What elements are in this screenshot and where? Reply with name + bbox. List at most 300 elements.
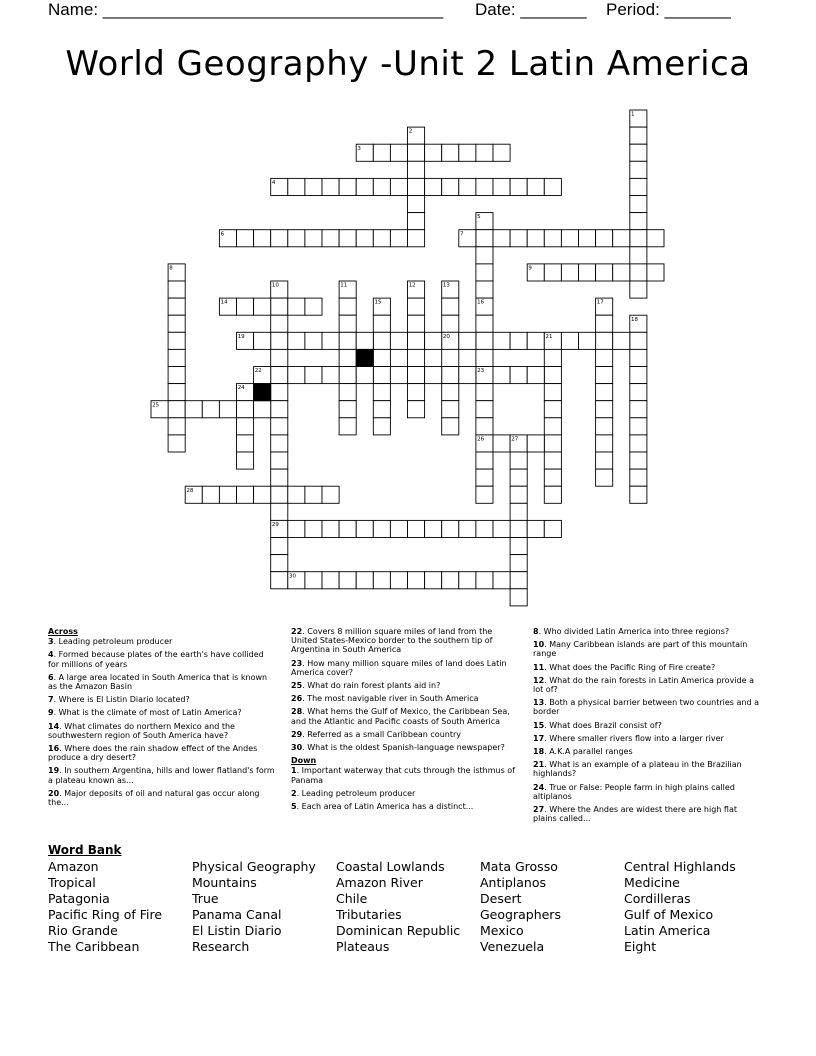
grid-cell[interactable] (322, 520, 339, 537)
grid-cell[interactable] (476, 486, 493, 503)
grid-cell[interactable] (202, 486, 219, 503)
grid-cell[interactable] (527, 332, 544, 349)
grid-cell[interactable] (168, 298, 185, 315)
grid-cell[interactable] (459, 520, 476, 537)
clue-8 (533, 627, 763, 636)
grid-cell[interactable] (305, 572, 322, 589)
grid-cell[interactable] (630, 213, 647, 230)
grid-cell[interactable] (356, 367, 373, 384)
grid-cell[interactable] (510, 589, 527, 606)
grid-cell[interactable] (442, 178, 459, 195)
grid-cell[interactable] (408, 144, 425, 161)
grid-cell[interactable] (544, 230, 561, 247)
grid-cell[interactable] (459, 144, 476, 161)
grid-cell[interactable] (254, 486, 271, 503)
grid-cell[interactable] (442, 401, 459, 418)
grid-cell[interactable] (579, 230, 596, 247)
grid-cell[interactable] (630, 230, 647, 247)
grid-cell[interactable] (476, 384, 493, 401)
grid-cell[interactable] (168, 281, 185, 298)
grid-cell[interactable] (271, 230, 288, 247)
grid-cell[interactable] (425, 178, 442, 195)
grid-cell[interactable] (288, 298, 305, 315)
grid-cell[interactable] (630, 178, 647, 195)
word-bank-word: El Listin Diario (192, 923, 282, 938)
grid-cell[interactable] (271, 452, 288, 469)
clue-9 (48, 708, 276, 717)
grid-cell[interactable] (408, 178, 425, 195)
grid-cell[interactable] (237, 298, 254, 315)
grid-cell[interactable] (356, 572, 373, 589)
grid-cell[interactable] (442, 144, 459, 161)
grid-cell[interactable] (185, 401, 202, 418)
grid-cell[interactable] (476, 418, 493, 435)
grid-cell[interactable] (339, 298, 356, 315)
grid-cell[interactable] (373, 401, 390, 418)
grid-cell[interactable] (510, 178, 527, 195)
grid-cell[interactable] (339, 418, 356, 435)
grid-cell[interactable] (339, 230, 356, 247)
grid-cell[interactable] (322, 572, 339, 589)
grid-cell[interactable] (408, 572, 425, 589)
grid-cell[interactable] (390, 520, 407, 537)
grid-cell[interactable] (630, 127, 647, 144)
grid-cell[interactable] (219, 401, 236, 418)
clue-4 (48, 650, 276, 668)
grid-cell[interactable] (408, 349, 425, 366)
grid-cell[interactable] (596, 332, 613, 349)
grid-cell[interactable] (408, 230, 425, 247)
grid-cell[interactable] (647, 264, 664, 281)
word-bank-word: Eight (624, 939, 657, 954)
grid-cell[interactable] (596, 418, 613, 435)
grid-cell[interactable] (339, 401, 356, 418)
grid-cell[interactable] (544, 264, 561, 281)
grid-cell[interactable] (271, 367, 288, 384)
grid-cell[interactable] (476, 281, 493, 298)
grid-cell[interactable] (271, 555, 288, 572)
grid-cell[interactable] (476, 247, 493, 264)
grid-cell[interactable] (339, 332, 356, 349)
grid-cell[interactable] (544, 418, 561, 435)
grid-cell[interactable] (168, 435, 185, 452)
grid-cell[interactable] (339, 572, 356, 589)
grid-cell[interactable] (613, 332, 630, 349)
grid-cell[interactable] (271, 503, 288, 520)
grid-cell[interactable] (390, 178, 407, 195)
grid-cell[interactable] (288, 332, 305, 349)
word-bank-word: Venezuela (480, 939, 545, 954)
grid-cell[interactable] (322, 332, 339, 349)
word-bank-word: Latin America (624, 923, 711, 938)
grid-cell[interactable] (442, 315, 459, 332)
grid-cell[interactable] (168, 332, 185, 349)
grid-cell[interactable] (510, 367, 527, 384)
grid-cell[interactable] (168, 401, 185, 418)
word-bank-word: Cordilleras (624, 891, 691, 906)
cell-number: 22 (254, 368, 262, 375)
grid-cell[interactable] (544, 367, 561, 384)
grid-cell[interactable] (630, 264, 647, 281)
clue-text: . Leading petroleum producer (53, 637, 173, 647)
grid-cell[interactable] (288, 486, 305, 503)
clue-text: . Who divided Latin America into three regions? (538, 627, 730, 636)
grid-cell[interactable] (339, 315, 356, 332)
grid-cell[interactable] (596, 230, 613, 247)
grid-cell[interactable] (459, 572, 476, 589)
grid-cell[interactable] (510, 452, 527, 469)
grid-cell[interactable] (288, 230, 305, 247)
grid-cell[interactable] (305, 520, 322, 537)
clue-14 (48, 722, 276, 740)
grid-cell[interactable] (408, 315, 425, 332)
grid-cell[interactable] (630, 401, 647, 418)
grid-cell[interactable] (219, 486, 236, 503)
grid-cell[interactable] (544, 401, 561, 418)
grid-cell[interactable] (596, 452, 613, 469)
grid-cell[interactable] (544, 469, 561, 486)
grid-cell[interactable] (476, 572, 493, 589)
grid-cell[interactable] (442, 520, 459, 537)
across-heading: Across (48, 627, 78, 636)
clue-number: 24 (533, 782, 545, 792)
grid-cell[interactable] (596, 469, 613, 486)
grid-cell[interactable] (630, 452, 647, 469)
grid-cell[interactable] (579, 332, 596, 349)
grid-cell[interactable] (442, 418, 459, 435)
grid-cell[interactable] (356, 520, 373, 537)
grid-cell[interactable] (271, 418, 288, 435)
grid-cell[interactable] (493, 178, 510, 195)
grid-cell[interactable] (476, 264, 493, 281)
grid-cell[interactable] (339, 349, 356, 366)
grid-cell[interactable] (168, 349, 185, 366)
word-bank-word: Medicine (624, 875, 680, 890)
word-bank-word: Dominican Republic (336, 923, 461, 938)
grid-cell[interactable] (408, 520, 425, 537)
grid-cell[interactable] (630, 486, 647, 503)
grid-cell[interactable] (237, 401, 254, 418)
clue-text: . What do the rain forests in Latin America provide a lot of? (533, 675, 754, 695)
grid-cell[interactable] (305, 178, 322, 195)
grid-cell[interactable] (544, 486, 561, 503)
grid-cell[interactable] (476, 332, 493, 349)
grid-cell[interactable] (271, 435, 288, 452)
grid-cell[interactable] (271, 486, 288, 503)
grid-cell[interactable] (596, 367, 613, 384)
grid-cell[interactable] (561, 230, 578, 247)
grid-cell[interactable] (408, 196, 425, 213)
cell-number: 12 (408, 282, 416, 289)
grid-cell[interactable] (339, 178, 356, 195)
clue-number: 25 (291, 681, 303, 691)
word-bank-word: Coastal Lowlands (336, 859, 445, 874)
grid-cell[interactable] (322, 230, 339, 247)
grid-cell[interactable] (630, 144, 647, 161)
grid-cell[interactable] (390, 144, 407, 161)
grid-cell[interactable] (596, 349, 613, 366)
word-bank-word: Panama Canal (192, 907, 282, 922)
grid-cell[interactable] (356, 178, 373, 195)
grid-cell[interactable] (510, 520, 527, 537)
word-bank-word: Patagonia (48, 891, 110, 906)
grid-cell[interactable] (390, 572, 407, 589)
grid-cell[interactable] (168, 384, 185, 401)
grid-cell[interactable] (254, 230, 271, 247)
grid-cell[interactable] (459, 367, 476, 384)
grid-cell[interactable] (373, 572, 390, 589)
grid-cell[interactable] (630, 247, 647, 264)
grid-cell[interactable] (493, 144, 510, 161)
clue-number: 22 (291, 627, 303, 636)
grid-cell[interactable] (510, 503, 527, 520)
grid-cell[interactable] (168, 315, 185, 332)
clue-text: . What is an example of a plateau in the Brazilian highlands? (533, 760, 742, 779)
grid-cell[interactable] (288, 367, 305, 384)
word-bank-word: Mountains (192, 875, 257, 890)
grid-cell[interactable] (510, 230, 527, 247)
grid-cell[interactable] (630, 435, 647, 452)
grid-cell[interactable] (476, 230, 493, 247)
grid-cell[interactable] (408, 384, 425, 401)
grid-cell[interactable] (356, 332, 373, 349)
grid-cell[interactable] (288, 520, 305, 537)
grid-cell[interactable] (271, 298, 288, 315)
grid-cell[interactable] (408, 401, 425, 418)
grid-cell[interactable] (271, 572, 288, 589)
grid-cell[interactable] (322, 367, 339, 384)
grid-cell[interactable] (510, 555, 527, 572)
grid-cell[interactable] (408, 213, 425, 230)
grid-cell[interactable] (596, 401, 613, 418)
grid-cell[interactable] (237, 230, 254, 247)
grid-cell[interactable] (254, 298, 271, 315)
grid-cell[interactable] (305, 230, 322, 247)
word-bank-word: True (192, 891, 219, 906)
grid-cell[interactable] (630, 161, 647, 178)
grid-cell[interactable] (425, 332, 442, 349)
word-bank-word: Central Highlands (624, 859, 736, 874)
grid-cell[interactable] (493, 520, 510, 537)
grid-cell[interactable] (373, 520, 390, 537)
grid-cell[interactable] (202, 401, 219, 418)
grid-cell[interactable] (339, 384, 356, 401)
grid-cell[interactable] (527, 435, 544, 452)
word-bank-column (48, 859, 192, 955)
grid-cell[interactable] (305, 367, 322, 384)
grid-cell[interactable] (476, 452, 493, 469)
grid-cell[interactable] (271, 315, 288, 332)
grid-cell[interactable] (630, 281, 647, 298)
cell-number: 9 (528, 265, 532, 272)
word-bank-word: Gulf of Mexico (624, 907, 714, 922)
grid-cell[interactable] (596, 384, 613, 401)
word-bank-word: Research (192, 939, 250, 954)
grid-cell[interactable] (305, 332, 322, 349)
grid-cell[interactable] (288, 178, 305, 195)
grid-cell[interactable] (168, 367, 185, 384)
grid-cell[interactable] (271, 332, 288, 349)
grid-cell[interactable] (390, 367, 407, 384)
grid-cell[interactable] (510, 538, 527, 555)
clue-number: 12 (533, 675, 545, 685)
grid-cell[interactable] (459, 178, 476, 195)
grid-cell[interactable] (271, 469, 288, 486)
grid-cell[interactable] (493, 367, 510, 384)
clue-5 (291, 802, 519, 811)
grid-cell[interactable] (408, 332, 425, 349)
grid-cell[interactable] (476, 520, 493, 537)
clue-number: 29 (291, 729, 303, 739)
grid-cell[interactable] (408, 367, 425, 384)
clue-3 (48, 637, 276, 646)
grid-cell[interactable] (408, 298, 425, 315)
grid-cell[interactable] (510, 332, 527, 349)
grid-cell[interactable] (510, 486, 527, 503)
word-bank-column (336, 859, 480, 955)
grid-cell[interactable] (322, 486, 339, 503)
grid-cell[interactable] (630, 332, 647, 349)
cell-number: 26 (477, 436, 485, 443)
clue-number: 15 (533, 720, 545, 730)
grid-cell[interactable] (493, 435, 510, 452)
clue-number: 14 (48, 721, 60, 731)
grid-cell[interactable] (442, 349, 459, 366)
clue-text: . Formed because plates of the earth's have collided for millions of years (48, 650, 264, 669)
clue-number: 27 (533, 805, 545, 815)
grid-cell[interactable] (168, 418, 185, 435)
grid-cell[interactable] (527, 520, 544, 537)
clue-number: 16 (48, 744, 60, 754)
grid-cell[interactable] (630, 349, 647, 366)
grid-cell[interactable] (425, 367, 442, 384)
grid-cell[interactable] (510, 469, 527, 486)
word-bank-word: Chile (336, 891, 368, 906)
grid-cell[interactable] (647, 230, 664, 247)
grid-cell[interactable] (579, 264, 596, 281)
grid-cell[interactable] (373, 315, 390, 332)
grid-cell[interactable] (613, 230, 630, 247)
grid-cell[interactable] (442, 572, 459, 589)
grid-cell[interactable] (373, 144, 390, 161)
grid-cell[interactable] (544, 452, 561, 469)
grid-cell[interactable] (561, 332, 578, 349)
cell-number: 13 (442, 282, 450, 289)
clue-number: 26 (291, 694, 303, 704)
grid-cell[interactable] (544, 178, 561, 195)
grid-cell[interactable] (527, 367, 544, 384)
grid-cell[interactable] (425, 144, 442, 161)
clue-text: . What does the Pacific Ring of Fire create? (544, 662, 716, 672)
grid-cell[interactable] (390, 230, 407, 247)
grid-cell[interactable] (493, 572, 510, 589)
clue-column-3 (533, 627, 763, 827)
grid-cell[interactable] (442, 367, 459, 384)
grid-cell[interactable] (527, 230, 544, 247)
grid-cell[interactable] (510, 572, 527, 589)
grid-cell[interactable] (527, 178, 544, 195)
grid-cell[interactable] (390, 332, 407, 349)
grid-cell[interactable] (356, 230, 373, 247)
grid-cell[interactable] (339, 367, 356, 384)
grid-cell[interactable] (237, 452, 254, 469)
grid-cell[interactable] (476, 401, 493, 418)
grid-cell[interactable] (373, 367, 390, 384)
grid-cell[interactable] (237, 486, 254, 503)
grid-cell[interactable] (254, 401, 271, 418)
grid-cell[interactable] (544, 384, 561, 401)
grid-cell[interactable] (373, 349, 390, 366)
grid-cell[interactable] (476, 469, 493, 486)
grid-cell[interactable] (442, 298, 459, 315)
name-field-label: Name: ____________________________________ (48, 0, 444, 19)
grid-cell[interactable] (630, 384, 647, 401)
grid-cell[interactable] (254, 332, 271, 349)
clue-29 (291, 730, 519, 739)
grid-cell[interactable] (237, 418, 254, 435)
word-bank-word: Tributaries (336, 907, 402, 922)
grid-cell[interactable] (544, 435, 561, 452)
grid-cell[interactable] (596, 264, 613, 281)
grid-cell[interactable] (630, 469, 647, 486)
grid-cell[interactable] (561, 264, 578, 281)
grid-cell[interactable] (271, 538, 288, 555)
word-bank-title: Word Bank (48, 843, 122, 857)
grid-cell[interactable] (305, 298, 322, 315)
grid-cell[interactable] (476, 315, 493, 332)
grid-cell[interactable] (630, 196, 647, 213)
grid-cell[interactable] (373, 332, 390, 349)
grid-cell[interactable] (493, 332, 510, 349)
clue-12 (533, 676, 763, 694)
grid-cell[interactable] (271, 384, 288, 401)
grid-cell[interactable] (373, 418, 390, 435)
grid-cell[interactable] (596, 315, 613, 332)
grid-cell[interactable] (459, 332, 476, 349)
clue-text: . A large area located in South America that is known as the Amazon Basin (48, 672, 268, 692)
word-bank-column (624, 859, 768, 955)
cell-number: 14 (220, 299, 228, 306)
clue-number: 23 (291, 658, 303, 668)
grid-cell[interactable] (493, 230, 510, 247)
grid-cell[interactable] (476, 144, 493, 161)
grid-cell[interactable] (373, 178, 390, 195)
grid-cell[interactable] (630, 418, 647, 435)
grid-cell[interactable] (476, 349, 493, 366)
grid-cell[interactable] (271, 401, 288, 418)
grid-cell[interactable] (544, 520, 561, 537)
grid-cell[interactable] (271, 349, 288, 366)
cell-number: 30 (289, 573, 296, 580)
grid-cell[interactable] (544, 349, 561, 366)
grid-cell[interactable] (408, 161, 425, 178)
grid-cell[interactable] (425, 572, 442, 589)
grid-cell[interactable] (339, 520, 356, 537)
grid-cell[interactable] (305, 486, 322, 503)
grid-cell[interactable] (322, 178, 339, 195)
grid-cell[interactable] (442, 384, 459, 401)
grid-cell[interactable] (596, 435, 613, 452)
grid-cell[interactable] (373, 384, 390, 401)
grid-cell[interactable] (237, 435, 254, 452)
clue-number: 1 (291, 766, 297, 776)
grid-cell[interactable] (630, 367, 647, 384)
clue-number: 11 (533, 662, 545, 672)
grid-cell[interactable] (373, 230, 390, 247)
grid-cell[interactable] (476, 178, 493, 195)
grid-cell[interactable] (425, 520, 442, 537)
grid-cell[interactable] (613, 264, 630, 281)
